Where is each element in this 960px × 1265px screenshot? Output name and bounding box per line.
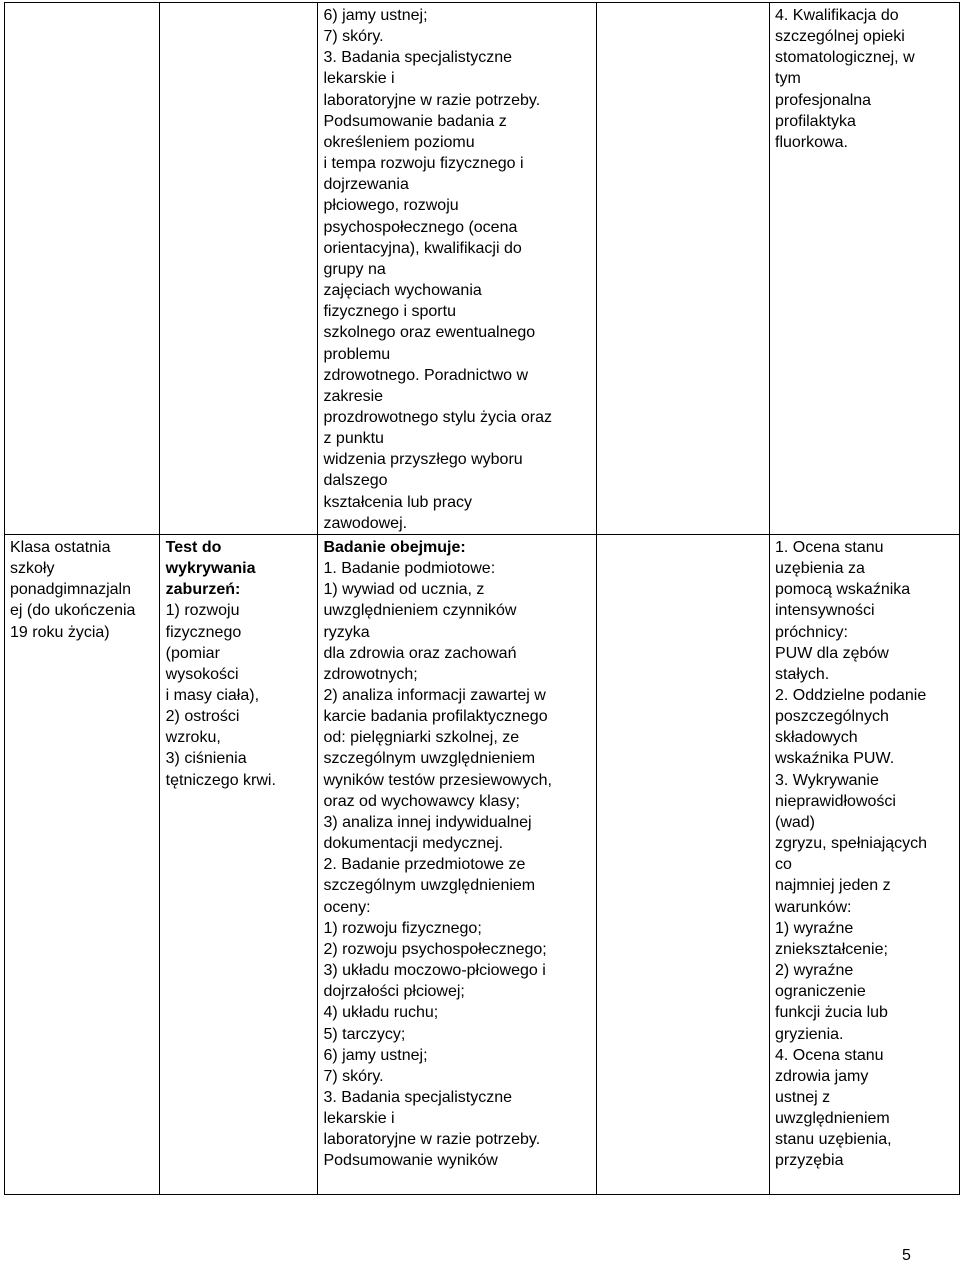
cell-text-line: 1) rozwoju xyxy=(165,602,240,620)
cell-text-line: 3. Wykrywanie xyxy=(775,771,879,789)
cell-text-line: problemu xyxy=(323,345,391,363)
cell-text-line: określeniem poziomu xyxy=(323,133,475,151)
cell-text-line: 1) wyraźne xyxy=(775,919,854,937)
cell-text-line: szczególnym uwzględnieniem xyxy=(323,750,536,768)
cell-dental-exam xyxy=(770,3,960,535)
cell-text-line: zajęciach wychowania xyxy=(323,282,482,300)
cell-text-line: zdrowia jamy xyxy=(775,1067,869,1085)
cell-text-line: 3) analiza innej indywidualnej xyxy=(323,813,532,831)
cell-text-line: laboratoryjne w razie potrzeby. xyxy=(323,1131,541,1149)
cell-text-line: pomocą wskaźnika xyxy=(775,581,911,599)
cell-empty xyxy=(596,3,769,535)
cell-text-line: oceny: xyxy=(323,898,371,916)
cell-heading-line: wykrywania xyxy=(165,560,256,578)
cell-text-line: 1) wywiad od ucznia, z xyxy=(323,581,485,599)
cell-text-line: zniekształcenie; xyxy=(775,940,888,958)
cell-text-line: warunków: xyxy=(775,898,852,916)
cell-text-line: (wad) xyxy=(775,813,816,831)
cell-text-line: fizycznego xyxy=(165,623,242,641)
cell-text-line: psychospołecznego (ocena xyxy=(323,218,518,236)
cell-text-line: profesjonalna xyxy=(775,91,872,109)
cell-text-line: stałych. xyxy=(775,665,830,683)
cell-text-line: lekarskie i xyxy=(323,1110,395,1128)
cell-text-line: widzenia przyszłego wyboru xyxy=(323,451,523,469)
cell-text-line: poszczególnych xyxy=(775,708,889,726)
cell-text-line: PUW dla zębów xyxy=(775,644,889,662)
cell-text-line: wzroku, xyxy=(165,729,221,747)
cell-text-line: uwzględnieniem xyxy=(775,1110,890,1128)
cell-text-line: 2. Oddzielne podanie xyxy=(775,687,927,704)
cell-text-line: prozdrowotnego stylu życia oraz xyxy=(323,408,553,426)
cell-text-line: (pomiar xyxy=(165,644,220,662)
cell-dental-exam xyxy=(770,534,960,1194)
cell-text-line: składowych xyxy=(775,729,858,747)
cell-text-line: próchnicy: xyxy=(775,623,848,641)
cell-text-line: Klasa ostatnia xyxy=(10,538,111,556)
cell-text-line: uzębienia za xyxy=(775,560,865,578)
cell-text-line: karcie badania profilaktycznego xyxy=(323,708,548,726)
cell-text-line: najmniej jeden z xyxy=(775,877,891,895)
cell-text-line: 7) skóry. xyxy=(323,28,384,46)
cell-text-line: lekarskie i xyxy=(323,70,395,88)
cell-text-line: profilaktyka xyxy=(775,112,856,130)
cell-heading-line: Badanie obejmuje: xyxy=(323,538,466,556)
cell-text-line: 6) jamy ustnej; xyxy=(323,1046,428,1064)
cell-text-line: dojrzałości płciowej; xyxy=(323,983,465,1001)
cell-text-line: z punktu xyxy=(323,430,384,448)
cell-text-line: uwzględnieniem czynników xyxy=(323,602,517,620)
cell-text-line: funkcji żucia lub xyxy=(775,1004,888,1022)
cell-text-line: płciowego, rozwoju xyxy=(323,197,459,215)
cell-text-line: dokumentacji medycznej. xyxy=(323,835,504,853)
cell-text-line: zdrowotnych; xyxy=(323,665,418,683)
cell-screening-test xyxy=(159,534,318,1194)
cell-text-line: 2. Badanie przedmiotowe ze xyxy=(323,856,526,874)
cell-text-line: zakresie xyxy=(323,387,384,405)
cell-text-line: Podsumowanie wyników xyxy=(323,1152,498,1170)
cell-text-line: fluorkowa. xyxy=(775,133,848,151)
cell-empty xyxy=(596,534,769,1194)
cell-text-line: tętniczego krwi. xyxy=(165,771,276,789)
cell-screening-test xyxy=(159,3,318,535)
cell-text-line: 4) układu ruchu; xyxy=(323,1004,439,1022)
cell-text-line: tym xyxy=(775,70,801,88)
cell-text-line: 7) skóry. xyxy=(323,1067,384,1085)
cell-text-line: dalszego xyxy=(323,472,388,490)
health-exam-table xyxy=(4,2,960,1195)
cell-text-line: i tempa rozwoju fizycznego i xyxy=(323,155,524,173)
cell-text-line: 4. Kwalifikacja do xyxy=(775,7,899,24)
cell-text-line: laboratoryjne w razie potrzeby. xyxy=(323,91,541,109)
cell-text-line: szkoły xyxy=(10,560,55,578)
cell-text-line: wysokości xyxy=(165,665,239,683)
cell-text-line: ograniczenie xyxy=(775,983,866,1001)
page-number: 5 xyxy=(902,1247,911,1264)
cell-text-line: kształcenia lub pracy xyxy=(323,493,472,511)
cell-text-line: od: pielęgniarki szkolnej, ze xyxy=(323,729,520,747)
cell-text-line: intensywności xyxy=(775,602,875,620)
cell-text-line: zgryzu, spełniających xyxy=(775,835,928,853)
cell-text-line: i masy ciała), xyxy=(165,687,260,704)
cell-text-line: oraz od wychowawcy klasy; xyxy=(323,792,520,810)
cell-text-line: ustnej z xyxy=(775,1088,831,1106)
cell-text-line: nieprawidłowości xyxy=(775,792,896,810)
cell-text-line: Podsumowanie badania z xyxy=(323,112,507,130)
cell-heading-line: Test do xyxy=(165,538,222,556)
cell-exam-scope xyxy=(318,534,596,1194)
cell-exam-scope xyxy=(318,3,596,535)
table-row xyxy=(5,534,960,1194)
cell-text-line: stomatologicznej, w xyxy=(775,49,915,67)
cell-text-line: szkolnego oraz ewentualnego xyxy=(323,324,536,342)
cell-text-line: co xyxy=(775,856,792,874)
cell-text-line: ponadgimnazjaln xyxy=(10,581,131,599)
cell-text-line: szczególnym uwzględnieniem xyxy=(323,877,536,895)
cell-text-line: orientacyjna), kwalifikacji do xyxy=(323,239,522,257)
cell-text-line: grupy na xyxy=(323,260,386,278)
cell-text-line: 3. Badania specjalistyczne xyxy=(323,49,513,67)
cell-text-line: 1. Ocena stanu xyxy=(775,538,884,556)
cell-text-line: 1) rozwoju fizycznego; xyxy=(323,919,482,937)
cell-text-line: szczególnej opieki xyxy=(775,28,905,46)
cell-text-line: ej (do ukończenia xyxy=(10,602,136,620)
cell-text-line: zawodowej. xyxy=(323,514,408,532)
cell-text-line: gryzienia. xyxy=(775,1025,844,1043)
cell-text-line: zdrowotnego. Poradnictwo w xyxy=(323,366,529,384)
cell-text-line: 19 roku życia) xyxy=(10,623,110,641)
cell-text-line: 3. Badania specjalistyczne xyxy=(323,1088,513,1106)
cell-text-line: 2) analiza informacji zawartej w xyxy=(323,687,546,704)
cell-age-group xyxy=(5,3,160,535)
cell-text-line: 1. Badanie podmiotowe: xyxy=(323,560,496,578)
cell-text-line: wskaźnika PUW. xyxy=(775,750,895,768)
cell-text-line: 5) tarczycy; xyxy=(323,1025,406,1043)
cell-text-line: dla zdrowia oraz zachowań xyxy=(323,644,517,662)
cell-text-line: ryzyka xyxy=(323,623,370,641)
cell-text-line: przyzębia xyxy=(775,1152,844,1170)
cell-text-line: 2) ostrości xyxy=(165,708,240,726)
cell-text-line: 6) jamy ustnej; xyxy=(323,7,428,24)
cell-text-line: 3) układu moczowo-płciowego i xyxy=(323,962,546,980)
cell-text-line: stanu uzębienia, xyxy=(775,1131,892,1149)
cell-text-line: wyników testów przesiewowych, xyxy=(323,771,552,789)
cell-text-line: 2) rozwoju psychospołecznego; xyxy=(323,940,547,958)
cell-text-line: 3) ciśnienia xyxy=(165,750,247,768)
table-row xyxy=(5,3,960,535)
cell-text-line: 2) wyraźne xyxy=(775,962,854,980)
cell-text-line: fizycznego i sportu xyxy=(323,303,456,321)
cell-age-group xyxy=(5,534,160,1194)
cell-text-line: 4. Ocena stanu xyxy=(775,1046,884,1064)
cell-text-line: dojrzewania xyxy=(323,176,409,194)
cell-heading-line: zaburzeń: xyxy=(165,581,241,599)
